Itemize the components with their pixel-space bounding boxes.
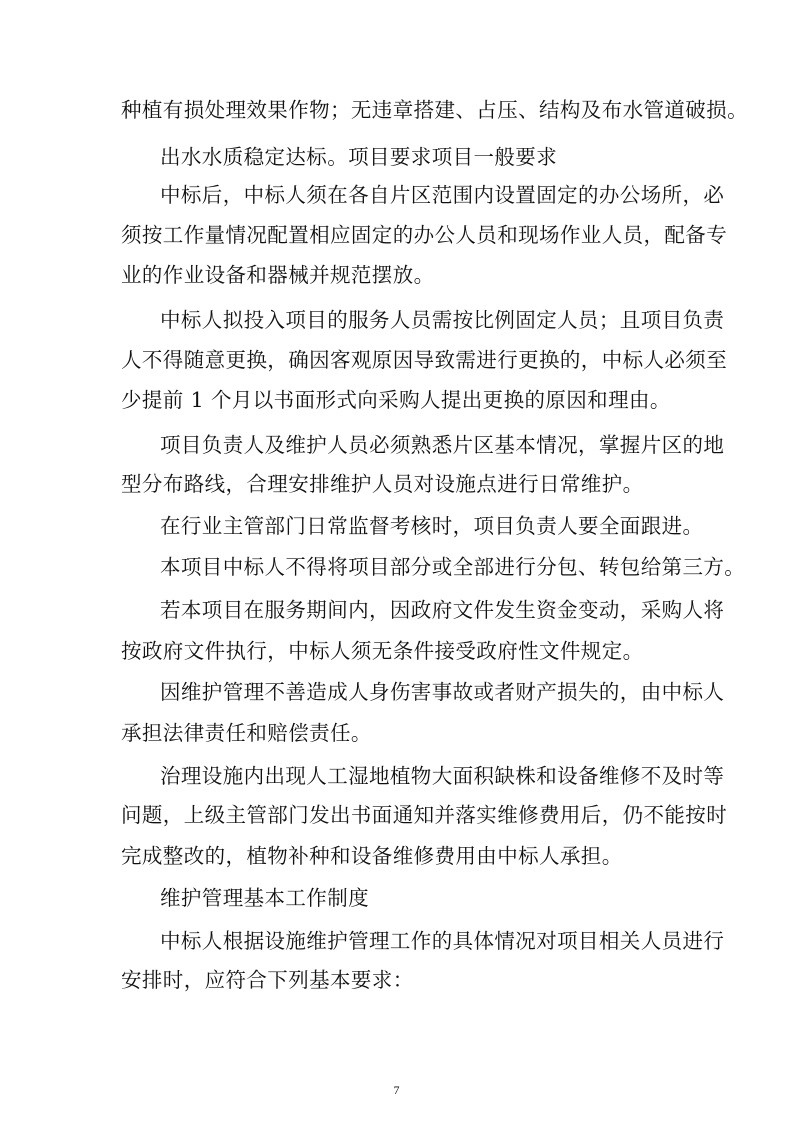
text-line-22: 安排时，应符合下列基本要求：	[121, 968, 414, 992]
text-line-5: 业的作业设备和器械并规范摆放。	[121, 263, 435, 287]
text-line-12: 本项目中标人不得将项目部分或全部进行分包、转包给第三方。	[160, 555, 746, 579]
text-line-18: 问题，上级主管部门发出书面通知并落实维修费用后，仍不能按时	[121, 803, 728, 827]
text-line-14: 按政府文件执行，中标人须无条件接受政府性文件规定。	[121, 639, 644, 663]
text-line-19: 完成整改的，植物补种和设备维修费用由中标人承担。	[121, 844, 623, 868]
text-line-13: 若本项目在服务期间内，因政府文件发生资金变动，采购人将	[160, 598, 725, 622]
page-number: 7	[393, 1083, 400, 1097]
text-line-6: 中标人拟投入项目的服务人员需按比例固定人员；且项目负责	[160, 308, 725, 332]
text-line-1: 种植有损处理效果作物；无违章搭建、占压、结构及布水管道破损。	[121, 98, 748, 122]
text-line-4: 须按工作量情况配置相应固定的办公人员和现场作业人员，配备专	[121, 223, 728, 247]
text-line-16: 承担法律责任和赔偿责任。	[121, 721, 372, 745]
text-line-20: 维护管理基本工作制度	[160, 886, 369, 910]
text-line-8: 少提前 1 个月以书面形式向采购人提出更换的原因和理由。	[121, 388, 671, 412]
text-line-2: 出水水质稳定达标。项目要求项目一般要求	[160, 145, 558, 169]
text-line-9: 项目负责人及维护人员必须熟悉片区基本情况，掌握片区的地	[160, 433, 725, 457]
text-line-7: 人不得随意更换，确因客观原因导致需进行更换的，中标人必须至	[121, 348, 728, 372]
text-line-21: 中标人根据设施维护管理工作的具体情况对项目相关人员进行	[160, 929, 725, 953]
text-line-3: 中标后，中标人须在各自片区范围内设置固定的办公场所，必	[160, 183, 725, 207]
text-line-11: 在行业主管部门日常监督考核时，项目负责人要全面跟进。	[160, 514, 704, 538]
text-line-15: 因维护管理不善造成人身伤害事故或者财产损失的，由中标人	[160, 680, 725, 704]
text-line-10: 型分布路线，合理安排维护人员对设施点进行日常维护。	[121, 472, 644, 496]
text-line-17: 治理设施内出现人工湿地植物大面积缺株和设备维修不及时等	[160, 764, 725, 788]
